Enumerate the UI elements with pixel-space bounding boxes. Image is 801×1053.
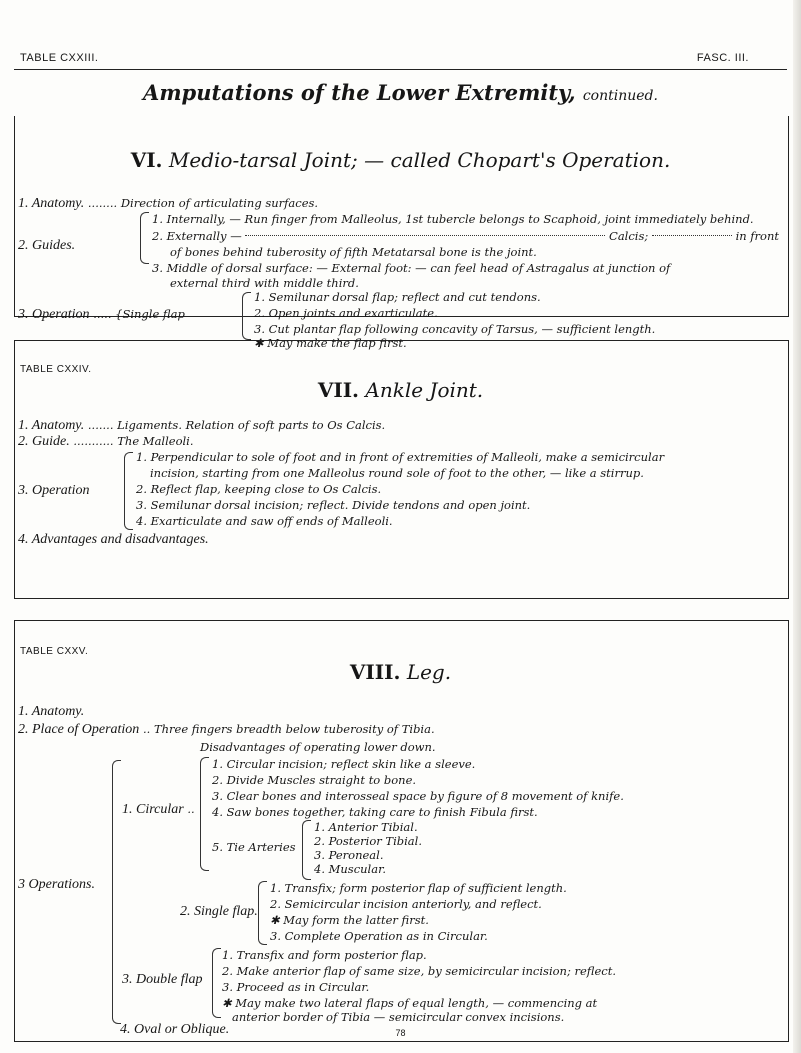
place-text-2: Disadvantages of operating lower down. <box>200 740 436 754</box>
place-text: Three fingers breadth below tuberosity of Tibia. <box>153 722 435 736</box>
artery-3: 3. Peroneal. <box>314 848 384 862</box>
single-flap-brace <box>258 881 267 945</box>
artery-1: 1. Anterior Tibial. <box>314 820 418 834</box>
guides-brace <box>140 212 149 264</box>
single-flap-3: 3. Complete Operation as in Circular. <box>270 929 488 943</box>
guide-3-cont: external third with middle third. <box>170 276 359 290</box>
op-step-1: 1. Semilunar dorsal flap; reflect and cut tendons. <box>254 290 541 304</box>
single-flap-note: ✱ May form the latter first. <box>270 913 429 927</box>
op-step-3: 3. Cut plantar flap following concavity of Tarsus, — sufficient length. <box>254 322 656 336</box>
artery-2: 2. Posterior Tibial. <box>314 834 422 848</box>
guide-1: 1. Internally, — Run finger from Malleolus, 1st tubercle belongs to Scaphoid, joint immediately behind. <box>152 212 754 226</box>
section-title-viii: VIII. Leg. <box>349 660 452 684</box>
page-number: 78 <box>395 1028 406 1038</box>
fasc-label: FASC. III. <box>696 52 749 64</box>
single-flap-heading: 2. Single flap. <box>180 904 258 919</box>
single-flap-label: Single flap <box>122 307 185 321</box>
double-flap-note-cont: anterior border of Tibia — semicircular convex incisions. <box>232 1010 565 1024</box>
ankle-operation-brace <box>124 452 133 530</box>
ankle-guide-text: The Malleoli. <box>117 434 194 448</box>
double-flap-note: ✱ May make two lateral flaps of equal length, — commencing at <box>222 996 598 1010</box>
circular-brace <box>200 757 209 871</box>
arteries-brace <box>302 820 311 880</box>
circular-3: 3. Clear bones and interosseal space by figure of 8 movement of knife. <box>212 789 624 803</box>
guides-heading: 2. Guides. <box>18 238 76 253</box>
ankle-op-1: 1. Perpendicular to sole of foot and in front of extremities of Malleoli, make a semicircular <box>136 450 665 464</box>
single-flap-1: 1. Transfix; form posterior flap of sufficient length. <box>270 881 567 895</box>
op-step-2: 2. Open joints and exarticulate. <box>254 306 438 320</box>
single-flap-2: 2. Semicircular incision anteriorly, and reflect. <box>270 897 542 911</box>
ankle-op-2: 2. Reflect flap, keeping close to Os Calcis. <box>136 482 382 496</box>
circular-5: 5. Tie Arteries <box>212 840 296 854</box>
leg-operations-brace <box>112 760 121 1024</box>
double-flap-brace <box>212 948 221 1018</box>
table-label-cxxv: TABLE CXXV. <box>20 646 89 657</box>
double-flap-heading: 3. Double flap <box>122 972 203 987</box>
oval-oblique: 4. Oval or Oblique. <box>120 1022 230 1037</box>
section-title-vi: VI. Medio-tarsal Joint; — called Chopart's Operation. <box>130 148 671 172</box>
ankle-advantages: 4. Advantages and disadvantages. <box>18 532 209 547</box>
ankle-anatomy-text: Ligaments. Relation of soft parts to Os Calcis. <box>117 418 386 432</box>
leg-anatomy-heading: 1. Anatomy. <box>18 704 85 719</box>
double-flap-1: 1. Transfix and form posterior flap. <box>222 948 427 962</box>
anatomy-heading: 1. Anatomy. <box>18 196 85 211</box>
circular-4: 4. Saw bones together, taking care to finish Fibula first. <box>212 805 538 819</box>
page-title: Amputations of the Lower Extremity, continued. <box>143 80 658 105</box>
leg-operations-heading: 3 Operations. <box>18 877 95 892</box>
operation-heading: 3. Operation <box>18 307 90 322</box>
circular-heading: 1. Circular <box>122 802 184 817</box>
section-title-vii: VII. Ankle Joint. <box>317 378 484 402</box>
op-note: ✱ May make the flap first. <box>254 336 407 350</box>
place-heading: 2. Place of Operation <box>18 722 140 737</box>
ankle-guide-heading: 2. Guide. <box>18 434 70 449</box>
guide-3: 3. Middle of dorsal surface: — External foot: — can feel head of Astragalus at junction of <box>152 261 671 275</box>
double-flap-2: 2. Make anterior flap of same size, by semicircular incision; reflect. <box>222 964 616 978</box>
ankle-operation-heading: 3. Operation <box>18 483 90 498</box>
artery-4: 4. Muscular. <box>314 862 386 876</box>
anatomy-text: Direction of articulating surfaces. <box>120 196 319 210</box>
header-rule <box>14 69 787 70</box>
double-flap-3: 3. Proceed as in Circular. <box>222 980 370 994</box>
ankle-op-3: 3. Semilunar dorsal incision; reflect. Divide tendons and open joint. <box>136 498 531 512</box>
circular-1: 1. Circular incision; reflect skin like a sleeve. <box>212 757 476 771</box>
ankle-anatomy-heading: 1. Anatomy. <box>18 418 85 433</box>
guide-2: 2. Externally — Calcis; in front <box>152 229 780 243</box>
guide-2-cont: of bones behind tuberosity of fifth Metatarsal bone is the joint. <box>170 245 537 259</box>
table-label: TABLE CXXIII. <box>20 52 99 64</box>
operation-brace <box>242 292 251 340</box>
ankle-op-4: 4. Exarticulate and saw off ends of Malleoli. <box>136 514 393 528</box>
circular-2: 2. Divide Muscles straight to bone. <box>212 773 417 787</box>
table-label-cxxiv: TABLE CXXIV. <box>20 364 92 375</box>
ankle-op-1-cont: incision, starting from one Malleolus round sole of foot to the other, — like a stirrup. <box>150 466 644 480</box>
